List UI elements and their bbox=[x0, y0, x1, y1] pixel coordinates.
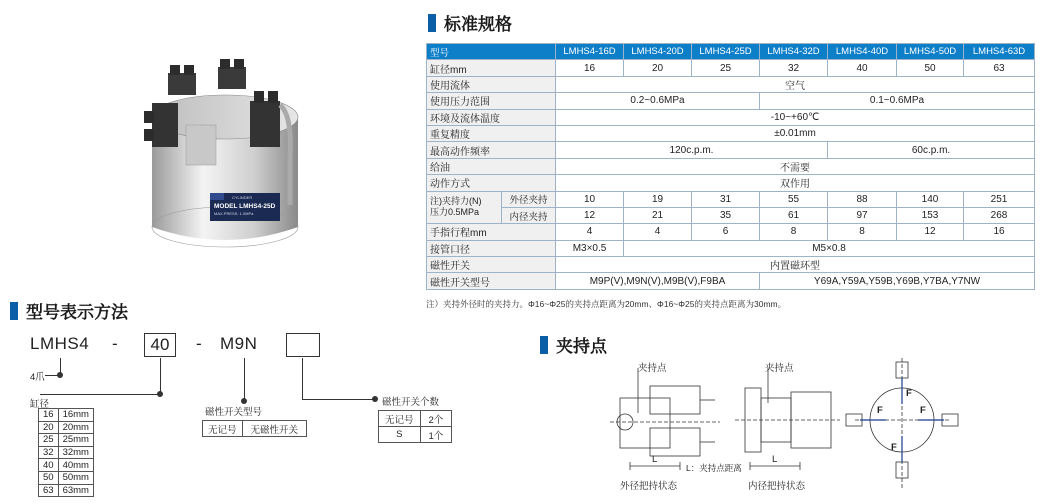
table-cell: 无记号 bbox=[203, 421, 243, 437]
force-label-line2: 压力0.5MPa bbox=[430, 207, 480, 218]
clamp-point-label: 夹持点 bbox=[765, 363, 794, 374]
table-cell: 12 bbox=[897, 224, 964, 240]
table-cell: 25 bbox=[39, 434, 59, 447]
table-cell: 0.2~0.6MPa bbox=[556, 93, 760, 109]
table-cell: 空气 bbox=[556, 76, 1035, 92]
switch-count-table bbox=[378, 410, 452, 443]
force-label: F bbox=[920, 405, 926, 416]
l-dimension-label: L bbox=[772, 454, 778, 465]
table-cell: 35 bbox=[692, 207, 760, 223]
header-cell: LMHS4-63D bbox=[964, 44, 1035, 60]
table-row bbox=[39, 434, 94, 447]
switch-code: M9N bbox=[220, 334, 258, 353]
clamp-section-title bbox=[540, 332, 607, 357]
table-cell: 16 bbox=[964, 224, 1035, 240]
table-row bbox=[427, 257, 1035, 273]
table-cell: 10 bbox=[556, 191, 624, 207]
bore-table bbox=[38, 408, 94, 497]
table-cell: 140 bbox=[897, 191, 964, 207]
table-row bbox=[427, 207, 1035, 223]
model-dash: - bbox=[196, 334, 203, 353]
table-cell: 60c.p.m. bbox=[828, 142, 1035, 158]
header-cell: LMHS4-40D bbox=[828, 44, 897, 60]
table-row bbox=[427, 93, 1035, 109]
row-label: 给油 bbox=[427, 158, 556, 174]
table-cell: 25mm bbox=[58, 434, 93, 447]
switch-count-box bbox=[286, 333, 320, 357]
table-row bbox=[39, 484, 94, 497]
table-cell: 20mm bbox=[58, 421, 93, 434]
outer-clamp-diagram bbox=[610, 368, 720, 470]
table-cell: 双作用 bbox=[556, 175, 1035, 191]
header-cell: LMHS4-16D bbox=[556, 44, 624, 60]
table-cell: ±0.01mm bbox=[556, 125, 1035, 141]
svg-text:MAX.PRESS: 1.0MPa: MAX.PRESS: 1.0MPa bbox=[214, 211, 254, 216]
row-label bbox=[427, 191, 502, 224]
clamp-title: 夹持点 bbox=[556, 337, 607, 357]
table-cell: 25 bbox=[692, 60, 760, 76]
table-cell: -10~+60℃ bbox=[556, 109, 1035, 125]
leader-dot bbox=[57, 372, 63, 378]
l-dimension-label: L bbox=[652, 454, 658, 465]
table-cell: Y69A,Y59A,Y59B,Y69B,Y7BA,Y7NW bbox=[760, 273, 1035, 289]
table-cell: 21 bbox=[624, 207, 692, 223]
table-row bbox=[427, 158, 1035, 174]
row-label: 缸径mm bbox=[427, 60, 556, 76]
table-cell: 16 bbox=[39, 409, 59, 422]
table-cell: 2个 bbox=[420, 411, 452, 427]
table-row bbox=[203, 421, 307, 437]
table-row bbox=[39, 446, 94, 459]
model-section-title bbox=[10, 298, 128, 323]
model-dash: - bbox=[112, 334, 119, 353]
model-title: 型号表示方法 bbox=[26, 303, 128, 323]
table-row bbox=[427, 224, 1035, 240]
leader-line bbox=[40, 394, 161, 395]
table-row bbox=[427, 142, 1035, 158]
table-cell: 88 bbox=[828, 191, 897, 207]
table-cell: 4 bbox=[556, 224, 624, 240]
inner-clamp-diagram bbox=[735, 368, 840, 470]
jaws-label: 4爪 bbox=[30, 372, 45, 383]
title-marker bbox=[540, 336, 548, 354]
table-cell: 61 bbox=[760, 207, 828, 223]
row-label: 重复精度 bbox=[427, 125, 556, 141]
table-cell: 0.1~0.6MPa bbox=[760, 93, 1035, 109]
table-cell: 50 bbox=[897, 60, 964, 76]
table-cell: 32mm bbox=[58, 446, 93, 459]
table-cell: 8 bbox=[828, 224, 897, 240]
table-row bbox=[379, 427, 452, 443]
model-prefix: LMHS4 bbox=[30, 334, 90, 353]
row-label: 环境及流体温度 bbox=[427, 109, 556, 125]
switch-type-table bbox=[202, 420, 307, 437]
table-cell: 12 bbox=[556, 207, 624, 223]
table-header-row bbox=[427, 44, 1035, 60]
force-label: F bbox=[906, 388, 912, 399]
table-cell: M9P(V),M9N(V),M9B(V),F9BA bbox=[556, 273, 760, 289]
product-image bbox=[140, 55, 310, 255]
table-cell: 无磁性开关 bbox=[242, 421, 307, 437]
switch-type-title: 磁性开关型号 bbox=[205, 407, 263, 418]
svg-text:MODEL LMHS4-25D: MODEL LMHS4-25D bbox=[214, 203, 276, 210]
table-cell: S bbox=[379, 427, 421, 443]
table-row bbox=[427, 125, 1035, 141]
row-label: 接管口径 bbox=[427, 240, 556, 256]
table-cell: 31 bbox=[692, 191, 760, 207]
table-cell: 16mm bbox=[58, 409, 93, 422]
header-cell: LMHS4-50D bbox=[897, 44, 964, 60]
table-row bbox=[427, 191, 1035, 207]
table-cell: 97 bbox=[828, 207, 897, 223]
row-label: 磁性开关型号 bbox=[427, 273, 556, 289]
table-cell: 不需要 bbox=[556, 158, 1035, 174]
table-cell: 20 bbox=[39, 421, 59, 434]
table-cell: 50mm bbox=[58, 471, 93, 484]
bore-code-box: 40 bbox=[144, 333, 176, 357]
spec-footnote: 注）夹持外径时的夹持力。Φ16~Φ25的夹持点距离为20mm、Φ16~Φ25的夹持点距离为30mm。 bbox=[426, 299, 787, 309]
row-label: 使用压力范围 bbox=[427, 93, 556, 109]
title-marker bbox=[10, 302, 18, 320]
leader-line bbox=[244, 358, 245, 402]
spec-section-title bbox=[428, 10, 512, 35]
table-row bbox=[427, 240, 1035, 256]
inner-state-label: 内径把持状态 bbox=[748, 481, 806, 492]
leader-line bbox=[302, 399, 374, 400]
table-cell: M3×0.5 bbox=[556, 240, 624, 256]
table-cell: 268 bbox=[964, 207, 1035, 223]
force-label: F bbox=[891, 442, 897, 453]
row-label: 手指行程mm bbox=[427, 224, 556, 240]
table-cell: 63mm bbox=[58, 484, 93, 497]
table-cell: 4 bbox=[624, 224, 692, 240]
table-cell: 120c.p.m. bbox=[556, 142, 828, 158]
table-row bbox=[427, 60, 1035, 76]
table-cell: 40 bbox=[828, 60, 897, 76]
table-row bbox=[427, 109, 1035, 125]
table-cell: 20 bbox=[624, 60, 692, 76]
switch-count-title: 磁性开关个数 bbox=[382, 397, 440, 408]
table-cell: 32 bbox=[39, 446, 59, 459]
table-cell: 40mm bbox=[58, 459, 93, 472]
table-cell: 32 bbox=[760, 60, 828, 76]
leader-line bbox=[160, 358, 161, 395]
row-label: 磁性开关 bbox=[427, 257, 556, 273]
table-cell: 16 bbox=[556, 60, 624, 76]
sub-label: 外径夹持 bbox=[502, 191, 556, 207]
table-row bbox=[39, 421, 94, 434]
bore-title: 缸径 bbox=[30, 399, 50, 410]
l-description: L：夹持点距离 bbox=[686, 463, 742, 473]
table-cell: 63 bbox=[39, 484, 59, 497]
leader-dot bbox=[157, 391, 163, 397]
force-diagram bbox=[846, 358, 958, 488]
clamp-diagrams bbox=[600, 358, 980, 498]
table-row bbox=[427, 76, 1035, 92]
header-cell: LMHS4-25D bbox=[692, 44, 760, 60]
table-cell: 8 bbox=[760, 224, 828, 240]
table-cell: 251 bbox=[964, 191, 1035, 207]
table-cell: M5×0.8 bbox=[624, 240, 1035, 256]
table-row bbox=[39, 459, 94, 472]
table-row bbox=[39, 409, 94, 422]
table-row bbox=[379, 411, 452, 427]
header-cell: LMHS4-32D bbox=[760, 44, 828, 60]
title-marker bbox=[428, 14, 436, 32]
table-cell: 55 bbox=[760, 191, 828, 207]
table-cell: 6 bbox=[692, 224, 760, 240]
leader-dot bbox=[372, 396, 378, 402]
svg-text:CYLINDER: CYLINDER bbox=[232, 195, 253, 200]
table-row bbox=[427, 175, 1035, 191]
table-cell: 50 bbox=[39, 471, 59, 484]
header-cell: 型号 bbox=[427, 44, 556, 60]
table-cell: 无记号 bbox=[379, 411, 421, 427]
table-cell: 40 bbox=[39, 459, 59, 472]
row-label: 使用流体 bbox=[427, 76, 556, 92]
table-cell: 1个 bbox=[420, 427, 452, 443]
clamp-point-label: 夹持点 bbox=[638, 363, 667, 374]
force-label-line1: 注)夹持力(N) bbox=[430, 196, 482, 207]
sub-label: 内径夹持 bbox=[502, 207, 556, 223]
header-cell: LMHS4-20D bbox=[624, 44, 692, 60]
leader-line bbox=[302, 358, 303, 400]
table-cell: 153 bbox=[897, 207, 964, 223]
force-label: F bbox=[877, 405, 883, 416]
table-row bbox=[427, 273, 1035, 289]
spec-title: 标准规格 bbox=[444, 15, 512, 35]
spec-table bbox=[426, 43, 1035, 290]
table-cell: 63 bbox=[964, 60, 1035, 76]
outer-state-label: 外径把持状态 bbox=[620, 481, 678, 492]
table-row bbox=[39, 471, 94, 484]
row-label: 最高动作频率 bbox=[427, 142, 556, 158]
row-label: 动作方式 bbox=[427, 175, 556, 191]
table-cell: 内置磁环型 bbox=[556, 257, 1035, 273]
table-cell: 19 bbox=[624, 191, 692, 207]
